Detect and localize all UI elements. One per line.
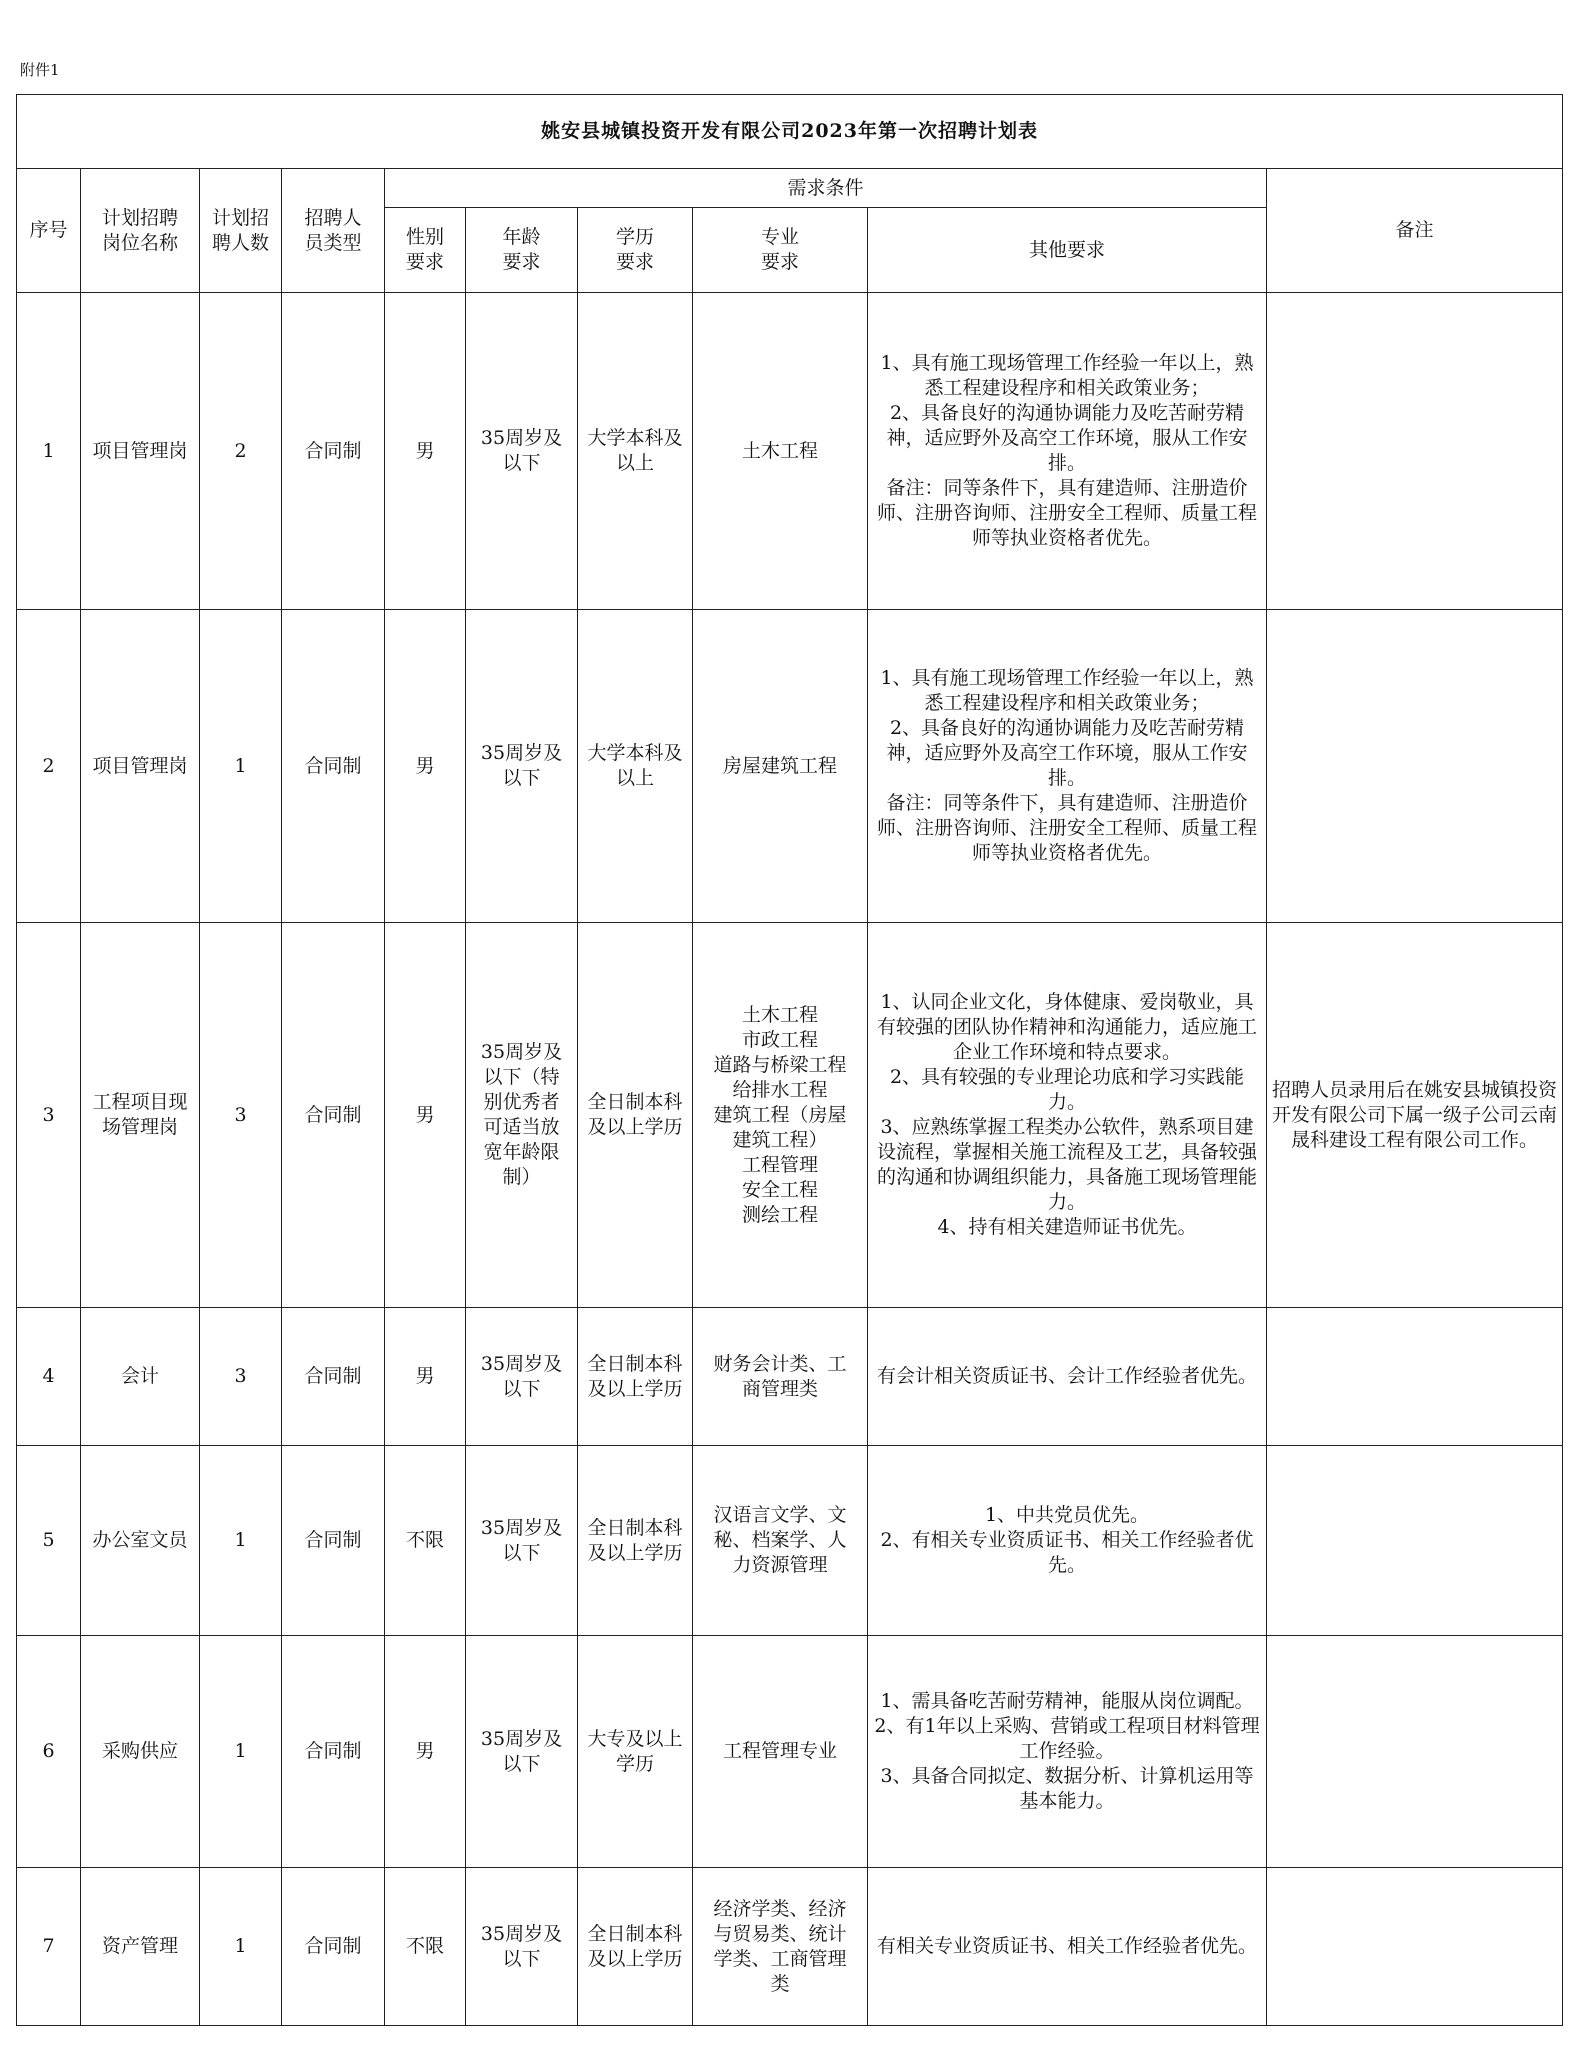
header-position: 计划招聘 岗位名称 — [81, 169, 200, 293]
cell-type: 合同制 — [282, 1636, 385, 1868]
cell-education: 全日制本科 及以上学历 — [578, 1446, 693, 1636]
cell-type: 合同制 — [282, 923, 385, 1308]
cell-other-requirements: 1、认同企业文化，身体健康、爱岗敬业，具有较强的团队协作精神和沟通能力，适应施工企业工作环境和特点要求。 2、具有较强的专业理论功底和学习实践能力。 3、应熟练掌握工程类办公软件，熟系项目建设流程，掌握相关施工流程及工艺，具备较强的沟通和协调组织能力，具备施工现场管理能力。 4、持有相关建造师证书优先。 — [868, 923, 1267, 1308]
cell-remark — [1267, 1308, 1563, 1446]
cell-count: 2 — [200, 293, 282, 610]
header-age: 年龄 要求 — [466, 208, 578, 293]
cell-education: 全日制本科 及以上学历 — [578, 1868, 693, 2026]
cell-position: 资产管理 — [81, 1868, 200, 2026]
cell-age: 35周岁及 以下 — [466, 1308, 578, 1446]
header-gender: 性别 要求 — [385, 208, 466, 293]
cell-other-requirements: 1、具有施工现场管理工作经验一年以上，熟悉工程建设程序和相关政策业务； 2、具备良好的沟通协调能力及吃苦耐劳精神，适应野外及高空工作环境，服从工作安排。 备注：同等条件下，具有建造师、注册造价师、注册咨询师、注册安全工程师、质量工程师等执业资格者优先。 — [868, 293, 1267, 610]
table-title: 姚安县城镇投资开发有限公司2023年第一次招聘计划表 — [17, 95, 1563, 169]
cell-count: 1 — [200, 1868, 282, 2026]
cell-major: 汉语言文学、文 秘、档案学、人 力资源管理 — [693, 1446, 868, 1636]
cell-age: 35周岁及 以下 — [466, 610, 578, 923]
cell-seq: 7 — [17, 1868, 81, 2026]
cell-education: 大专及以上 学历 — [578, 1636, 693, 1868]
cell-position: 办公室文员 — [81, 1446, 200, 1636]
table-row — [17, 1868, 1563, 2026]
header-count: 计划招 聘人数 — [200, 169, 282, 293]
cell-position: 项目管理岗 — [81, 610, 200, 923]
cell-type: 合同制 — [282, 293, 385, 610]
cell-position: 采购供应 — [81, 1636, 200, 1868]
cell-education: 全日制本科 及以上学历 — [578, 1308, 693, 1446]
cell-remark — [1267, 1446, 1563, 1636]
cell-other-requirements: 1、需具备吃苦耐劳精神，能服从岗位调配。 2、有1年以上采购、营销或工程项目材料管理工作经验。 3、具备合同拟定、数据分析、计算机运用等基本能力。 — [868, 1636, 1267, 1868]
attachment-label: 附件1 — [20, 61, 60, 79]
title-row — [17, 95, 1563, 169]
cell-education: 大学本科及 以上 — [578, 610, 693, 923]
header-education: 学历 要求 — [578, 208, 693, 293]
cell-type: 合同制 — [282, 1446, 385, 1636]
header-row-1 — [17, 169, 1563, 208]
cell-age: 35周岁及 以下 — [466, 1446, 578, 1636]
cell-major: 土木工程 — [693, 293, 868, 610]
cell-other-requirements: 1、中共党员优先。 2、有相关专业资质证书、相关工作经验者优先。 — [868, 1446, 1267, 1636]
cell-count: 1 — [200, 610, 282, 923]
cell-other-requirements: 有相关专业资质证书、相关工作经验者优先。 — [868, 1868, 1267, 2026]
table-row — [17, 293, 1563, 610]
cell-age: 35周岁及 以下 — [466, 1868, 578, 2026]
cell-seq: 3 — [17, 923, 81, 1308]
header-remark: 备注 — [1267, 169, 1563, 293]
cell-seq: 6 — [17, 1636, 81, 1868]
cell-remark — [1267, 293, 1563, 610]
cell-major: 土木工程 市政工程 道路与桥梁工程 给排水工程 建筑工程（房屋 建筑工程） 工程管理 安全工程 测绘工程 — [693, 923, 868, 1308]
cell-seq: 4 — [17, 1308, 81, 1446]
table-row — [17, 923, 1563, 1308]
recruitment-plan-table — [16, 94, 1563, 2026]
cell-age: 35周岁及 以下 — [466, 1636, 578, 1868]
cell-other-requirements: 有会计相关资质证书、会计工作经验者优先。 — [868, 1308, 1267, 1446]
cell-major: 经济学类、经济 与贸易类、统计 学类、工商管理 类 — [693, 1868, 868, 2026]
cell-remark — [1267, 1636, 1563, 1868]
cell-gender: 男 — [385, 1636, 466, 1868]
header-seq: 序号 — [17, 169, 81, 293]
cell-position: 会计 — [81, 1308, 200, 1446]
cell-seq: 1 — [17, 293, 81, 610]
header-conditions: 需求条件 — [385, 169, 1267, 208]
cell-type: 合同制 — [282, 1868, 385, 2026]
cell-count: 3 — [200, 1308, 282, 1446]
cell-age: 35周岁及 以下 — [466, 293, 578, 610]
cell-count: 1 — [200, 1636, 282, 1868]
cell-gender: 男 — [385, 1308, 466, 1446]
cell-gender: 男 — [385, 293, 466, 610]
cell-major: 财务会计类、工 商管理类 — [693, 1308, 868, 1446]
cell-gender: 不限 — [385, 1446, 466, 1636]
cell-count: 1 — [200, 1446, 282, 1636]
cell-seq: 5 — [17, 1446, 81, 1636]
cell-gender: 不限 — [385, 1868, 466, 2026]
header-type: 招聘人 员类型 — [282, 169, 385, 293]
cell-gender: 男 — [385, 610, 466, 923]
table-row — [17, 1446, 1563, 1636]
cell-gender: 男 — [385, 923, 466, 1308]
cell-seq: 2 — [17, 610, 81, 923]
cell-education: 大学本科及 以上 — [578, 293, 693, 610]
cell-age: 35周岁及 以下（特 别优秀者 可适当放 宽年龄限 制） — [466, 923, 578, 1308]
cell-count: 3 — [200, 923, 282, 1308]
cell-major: 工程管理专业 — [693, 1636, 868, 1868]
header-other: 其他要求 — [868, 208, 1267, 293]
table-row — [17, 1636, 1563, 1868]
cell-position: 工程项目现 场管理岗 — [81, 923, 200, 1308]
cell-remark: 招聘人员录用后在姚安县城镇投资开发有限公司下属一级子公司云南晟科建设工程有限公司工作。 — [1267, 923, 1563, 1308]
table-row — [17, 610, 1563, 923]
cell-major: 房屋建筑工程 — [693, 610, 868, 923]
header-major: 专业 要求 — [693, 208, 868, 293]
cell-remark — [1267, 1868, 1563, 2026]
cell-education: 全日制本科 及以上学历 — [578, 923, 693, 1308]
cell-position: 项目管理岗 — [81, 293, 200, 610]
cell-type: 合同制 — [282, 610, 385, 923]
table-row — [17, 1308, 1563, 1446]
cell-remark — [1267, 610, 1563, 923]
cell-other-requirements: 1、具有施工现场管理工作经验一年以上，熟悉工程建设程序和相关政策业务； 2、具备良好的沟通协调能力及吃苦耐劳精神，适应野外及高空工作环境，服从工作安排。 备注：同等条件下，具有建造师、注册造价师、注册咨询师、注册安全工程师、质量工程师等执业资格者优先。 — [868, 610, 1267, 923]
cell-type: 合同制 — [282, 1308, 385, 1446]
